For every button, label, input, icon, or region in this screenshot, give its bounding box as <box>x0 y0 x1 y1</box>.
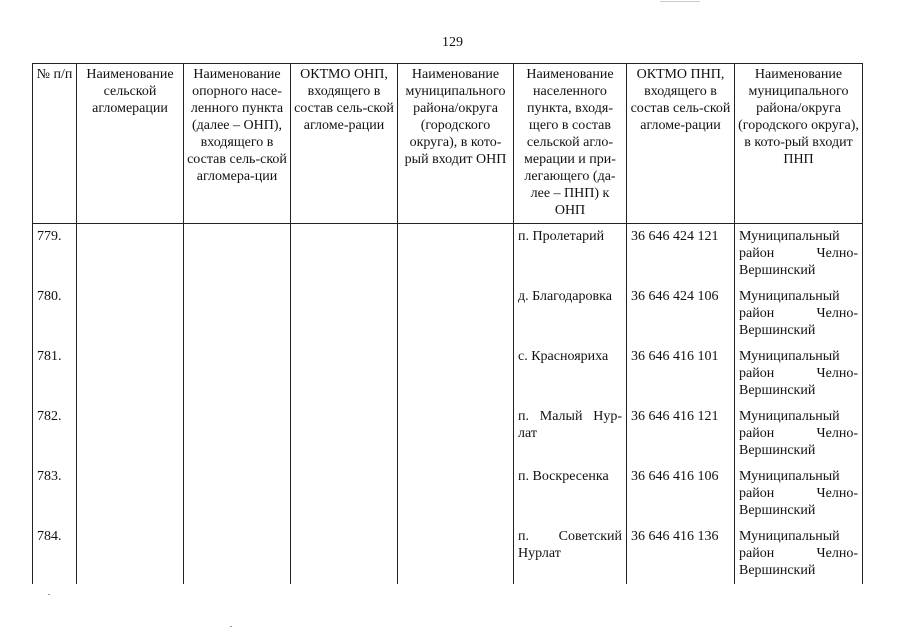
district-line-1: Муниципальный <box>739 229 840 244</box>
onp-district-cell <box>398 464 514 524</box>
pnp-district-cell <box>735 464 863 524</box>
onp-district-cell <box>398 344 514 404</box>
table-row <box>33 404 863 464</box>
page-number: 129 <box>442 35 463 50</box>
district-line-2 <box>739 305 858 322</box>
agglomeration-cell <box>77 464 184 524</box>
row-number: 781. <box>33 344 77 404</box>
district-line-2 <box>739 365 858 382</box>
header-onp-oktmo: ОКТМО ОНП, входящего в состав сель-ской агломе-рации <box>291 64 398 224</box>
table-row <box>33 344 863 404</box>
district-line-1: Муниципальный <box>739 469 840 484</box>
header-number: № п/п <box>33 64 77 224</box>
district-line-3: Вершинский <box>739 383 816 398</box>
pnp-oktmo-cell: 36 646 416 106 <box>627 464 735 524</box>
district-line-3: Вершинский <box>739 563 816 578</box>
district-word-chelno: Челно- <box>816 486 858 501</box>
pnp-oktmo-cell: 36 646 424 121 <box>627 224 735 285</box>
onp-district-cell <box>398 224 514 285</box>
onp-district-cell <box>398 404 514 464</box>
onp-district-cell <box>398 284 514 344</box>
pnp-district-cell <box>735 524 863 584</box>
table-row <box>33 524 863 584</box>
scan-speck <box>48 594 50 595</box>
scan-speck <box>660 1 700 2</box>
agglomeration-cell <box>77 404 184 464</box>
onp-oktmo-cell <box>291 284 398 344</box>
onp-oktmo-cell <box>291 404 398 464</box>
onp-oktmo-cell <box>291 464 398 524</box>
agglomeration-cell <box>77 224 184 285</box>
header-pnp-district: Наименование муниципального района/округа (городского округа), в кото-рый входит ПНП <box>735 64 863 224</box>
onp-name-cell <box>184 224 291 285</box>
row-number: 782. <box>33 404 77 464</box>
district-word-rayon: район <box>739 486 775 501</box>
row-number: 779. <box>33 224 77 285</box>
agglomeration-cell <box>77 284 184 344</box>
district-line-1: Муниципальный <box>739 289 840 304</box>
district-word-chelno: Челно- <box>816 246 858 261</box>
row-number: 784. <box>33 524 77 584</box>
header-onp-name: Наименование опорного насе-ленного пункта (далее – ОНП), входящего в состав сель-ской агломера-ции <box>184 64 291 224</box>
pnp-oktmo-cell: 36 646 424 106 <box>627 284 735 344</box>
onp-district-cell <box>398 524 514 584</box>
table-row <box>33 224 863 285</box>
header-pnp-oktmo: ОКТМО ПНП, входящего в состав сель-ской агломе-рации <box>627 64 735 224</box>
district-line-2 <box>739 425 858 442</box>
district-line-3: Вершинский <box>739 503 816 518</box>
header-onp-district: Наименование муниципального района/округа (городского округа), в кото-рый входит ОНП <box>398 64 514 224</box>
onp-name-cell <box>184 524 291 584</box>
district-word-rayon: район <box>739 546 775 561</box>
district-word-chelno: Челно- <box>816 366 858 381</box>
pnp-name-cell: д. Благодаровка <box>514 284 627 344</box>
pnp-district-cell <box>735 344 863 404</box>
pnp-oktmo-cell: 36 646 416 101 <box>627 344 735 404</box>
onp-oktmo-cell <box>291 524 398 584</box>
agglomeration-table <box>32 63 863 584</box>
pnp-name-cell: п. Пролетарий <box>514 224 627 285</box>
row-number: 780. <box>33 284 77 344</box>
district-line-1: Муниципальный <box>739 529 840 544</box>
agglomeration-cell <box>77 524 184 584</box>
pnp-name-cell: с. Краснояриха <box>514 344 627 404</box>
pnp-name-cell: п. Советский Нурлат <box>514 524 627 584</box>
pnp-oktmo-cell: 36 646 416 136 <box>627 524 735 584</box>
table-row <box>33 284 863 344</box>
pnp-district-cell <box>735 224 863 285</box>
pnp-oktmo-cell: 36 646 416 121 <box>627 404 735 464</box>
district-word-chelno: Челно- <box>816 546 858 561</box>
district-line-3: Вершинский <box>739 443 816 458</box>
onp-name-cell <box>184 464 291 524</box>
district-line-3: Вершинский <box>739 263 816 278</box>
district-word-chelno: Челно- <box>816 426 858 441</box>
district-word-rayon: район <box>739 306 775 321</box>
agglomeration-cell <box>77 344 184 404</box>
district-line-3: Вершинский <box>739 323 816 338</box>
header-pnp-name: Наименование населенного пункта, входя-щего в состав сельской агло-мерации и при-легающего (да-лее – ПНП) к ОНП <box>514 64 627 224</box>
district-word-rayon: район <box>739 426 775 441</box>
onp-oktmo-cell <box>291 224 398 285</box>
pnp-district-cell <box>735 284 863 344</box>
district-line-1: Муниципальный <box>739 349 840 364</box>
district-word-rayon: район <box>739 366 775 381</box>
row-number: 783. <box>33 464 77 524</box>
district-line-2 <box>739 485 858 502</box>
district-line-1: Муниципальный <box>739 409 840 424</box>
onp-oktmo-cell <box>291 344 398 404</box>
onp-name-cell <box>184 404 291 464</box>
onp-name-cell <box>184 284 291 344</box>
table-header-row <box>33 64 863 224</box>
onp-name-cell <box>184 344 291 404</box>
table-row <box>33 464 863 524</box>
pnp-district-cell <box>735 404 863 464</box>
header-agglomeration-name: Наименование сельской агломерации <box>77 64 184 224</box>
pnp-name-cell: п. Воскресенка <box>514 464 627 524</box>
district-word-rayon: район <box>739 246 775 261</box>
pnp-name-cell: п. Малый Нур-лат <box>514 404 627 464</box>
district-word-chelno: Челно- <box>816 306 858 321</box>
district-line-2 <box>739 545 858 562</box>
district-line-2 <box>739 245 858 262</box>
scan-speck <box>230 626 232 627</box>
